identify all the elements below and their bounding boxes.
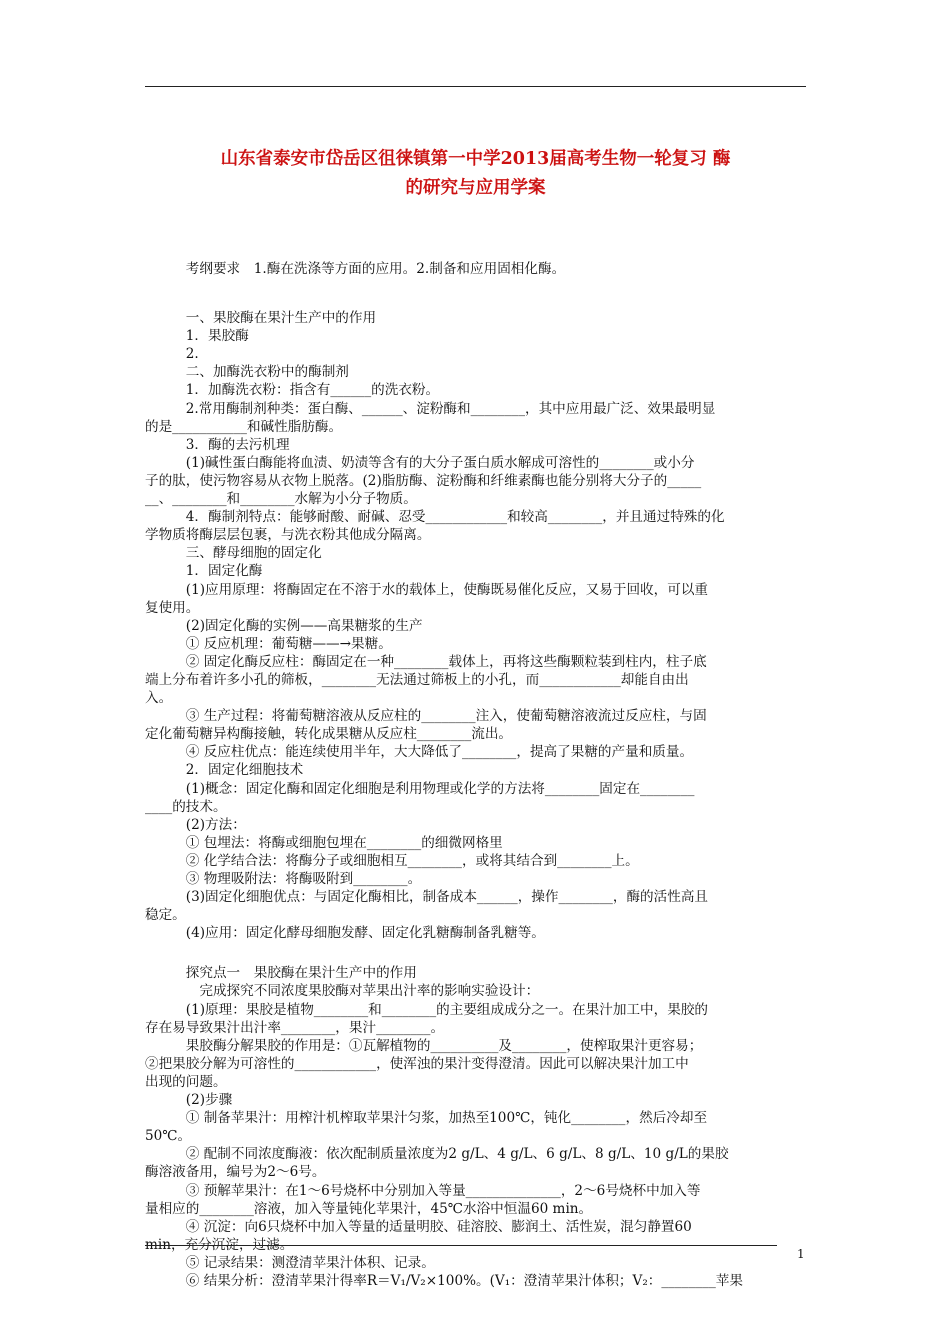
text-line: ③ 物理吸附法：将酶吸附到________。 bbox=[145, 871, 422, 887]
text-line: 50℃。 bbox=[145, 1128, 192, 1145]
text-line: (1)原理：果胶是植物________和________的主要组成成分之一。在果汁加工中，果胶的 bbox=[145, 1001, 709, 1018]
text-line: 稳定。 bbox=[145, 907, 186, 924]
text-line: ③ 预解苹果汁：在1～6号烧杯中分别加入等量______________，2～6号烧杯中加入等 bbox=[145, 1182, 701, 1199]
text-line: (1)应用原理：将酶固定在不溶于水的载体上，使酶既易催化反应，又易于回收，可以重 bbox=[145, 581, 709, 598]
text-line: 定化葡萄糖异构酶接触，转化成果糖从反应柱________流出。 bbox=[145, 726, 513, 743]
text-line: 出现的问题。 bbox=[145, 1073, 227, 1090]
text-line: 一、果胶酶在果汁生产中的作用 bbox=[145, 310, 377, 327]
text-line: ② 固定化酶反应柱：酶固定在一种________载体上，再将这些酶颗粒装到柱内，柱子底 bbox=[145, 653, 707, 670]
text-line: 完成探究不同浓度果胶酶对苹果出汁率的影响实验设计： bbox=[145, 983, 540, 1000]
text-line: 二、加酶洗衣粉中的酶制剂 bbox=[145, 364, 349, 381]
text-line: 端上分布着许多小孔的筛板，________无法通过筛板上的小孔，而____________却能自由出 bbox=[145, 671, 689, 688]
text-line: (2)固定化酶的实例——高果糖浆的生产 bbox=[145, 617, 423, 634]
page-number: 1 bbox=[797, 1247, 805, 1261]
text-line: 2．固定化细胞技术 bbox=[145, 762, 304, 779]
text-line: (2)方法： bbox=[145, 816, 246, 833]
text-line: ① 包埋法：将酶或细胞包埋在________的细微网格里 bbox=[145, 834, 503, 851]
text-line: __、________和________水解为小分子物质。 bbox=[145, 491, 417, 508]
text-line: (3)固定化细胞优点：与固定化酶相比，制备成本______，操作________，酶的活性高且 bbox=[145, 889, 709, 906]
text-line: ②把果胶分解为可溶性的____________，使浑浊的果汁变得澄清。因此可以解决果汁加工中 bbox=[145, 1055, 689, 1072]
text-line: 学物质将酶层层包裹，与洗衣粉其他成分隔离。 bbox=[145, 527, 431, 544]
text-line: ⑤ 记录结果：测澄清苹果汁体积、记录。 bbox=[145, 1254, 435, 1271]
header-rule bbox=[145, 86, 806, 87]
text-line: 三、酵母细胞的固定化 bbox=[145, 545, 322, 562]
text-line: ④ 沉淀：向6只烧杯中加入等量的适量明胶、硅溶胶、膨润土、活性炭，混匀静置60 bbox=[145, 1218, 692, 1235]
text-line: 1．加酶洗衣粉：指含有______的洗衣粉。 bbox=[145, 382, 440, 399]
text-line: ② 化学结合法：将酶分子或细胞相互________，或将其结合到________上。 bbox=[145, 852, 639, 869]
text-line: 子的肽，使污物容易从衣物上脱落。(2)脂肪酶、淀粉酶和纤维素酶也能分别将大分子的_____ bbox=[145, 472, 702, 489]
text-line: (2)步骤 bbox=[145, 1092, 233, 1109]
text-line: ② 配制不同浓度酶液：依次配制质量浓度为2 g/L、4 g/L、6 g/L、8 g/L、10 g/L的果胶 bbox=[145, 1146, 729, 1163]
text-line: 量相应的________溶液，加入等量钝化苹果汁，45℃水浴中恒温60 min。 bbox=[145, 1200, 593, 1217]
exam-requirement: 考纲要求 1.酶在洗涤等方面的应用。2.制备和应用固相化酶。 bbox=[145, 261, 566, 277]
text-line: 存在易导致果汁出汁率________，果汁________。 bbox=[145, 1019, 445, 1036]
text-line: 1．固定化酶 bbox=[145, 563, 263, 580]
text-line: ① 制备苹果汁：用榨汁机榨取苹果汁匀浆，加热至100℃，钝化________，然后冷却至 bbox=[145, 1110, 708, 1127]
text-line: (1)概念：固定化酶和固定化细胞是利用物理或化学的方法将________固定在________ bbox=[145, 780, 695, 797]
text-line: ____的技术。 bbox=[145, 798, 227, 815]
section-knowledge bbox=[145, 309, 806, 942]
text-line: (4)应用：固定化酵母细胞发酵、固定化乳糖酶制备乳糖等。 bbox=[145, 925, 545, 942]
document-body bbox=[145, 260, 806, 1290]
title-line-2: 的研究与应用学案 bbox=[405, 178, 546, 198]
section-inquiry bbox=[145, 964, 806, 1290]
text-line: min，充分沉淀，过滤。 bbox=[145, 1236, 294, 1253]
text-line: 2. bbox=[145, 346, 199, 363]
text-line: 1．果胶酶 bbox=[145, 328, 249, 345]
text-line: ③ 生产过程：将葡萄糖溶液从反应柱的________注入，使葡萄糖溶液流过反应柱，与固 bbox=[145, 708, 707, 725]
text-line: 果胶酶分解果胶的作用是：①瓦解植物的__________及________，使榨取果汁更容易； bbox=[145, 1037, 703, 1054]
text-line: ⑥ 结果分析：澄清苹果汁得率R＝V₁/V₂×100%。(V₁：澄清苹果汁体积；V₂：________苹果 bbox=[145, 1272, 743, 1289]
footer-rule bbox=[145, 1245, 777, 1246]
text-line: 4．酶制剂特点：能够耐酸、耐碱、忍受____________和较高________，并且通过特殊的化 bbox=[145, 509, 725, 526]
document-title bbox=[145, 145, 806, 203]
text-line: ④ 反应柱优点：能连续使用半年，大大降低了________，提高了果糖的产量和质量。 bbox=[145, 744, 694, 761]
text-line: 探究点一 果胶酶在果汁生产中的作用 bbox=[145, 965, 417, 982]
text-line: 酶溶液备用，编号为2～6号。 bbox=[145, 1164, 326, 1181]
text-line: (1)碱性蛋白酶能将血渍、奶渍等含有的大分子蛋白质水解成可溶性的________或小分 bbox=[145, 454, 695, 471]
text-line: 3．酶的去污机理 bbox=[145, 436, 290, 453]
text-line: 2.常用酶制剂种类：蛋白酶、______、淀粉酶和________，其中应用最广泛、效果最明显 bbox=[145, 400, 716, 417]
text-line: 复使用。 bbox=[145, 599, 200, 616]
text-line: ① 反应机理：葡萄糖——→果糖。 bbox=[145, 635, 392, 652]
text-line: 入。 bbox=[145, 690, 173, 707]
title-line-1: 山东省泰安市岱岳区徂徕镇第一中学2013届高考生物一轮复习 酶 bbox=[220, 149, 731, 169]
text-line: 的是___________和碱性脂肪酶。 bbox=[145, 418, 343, 435]
